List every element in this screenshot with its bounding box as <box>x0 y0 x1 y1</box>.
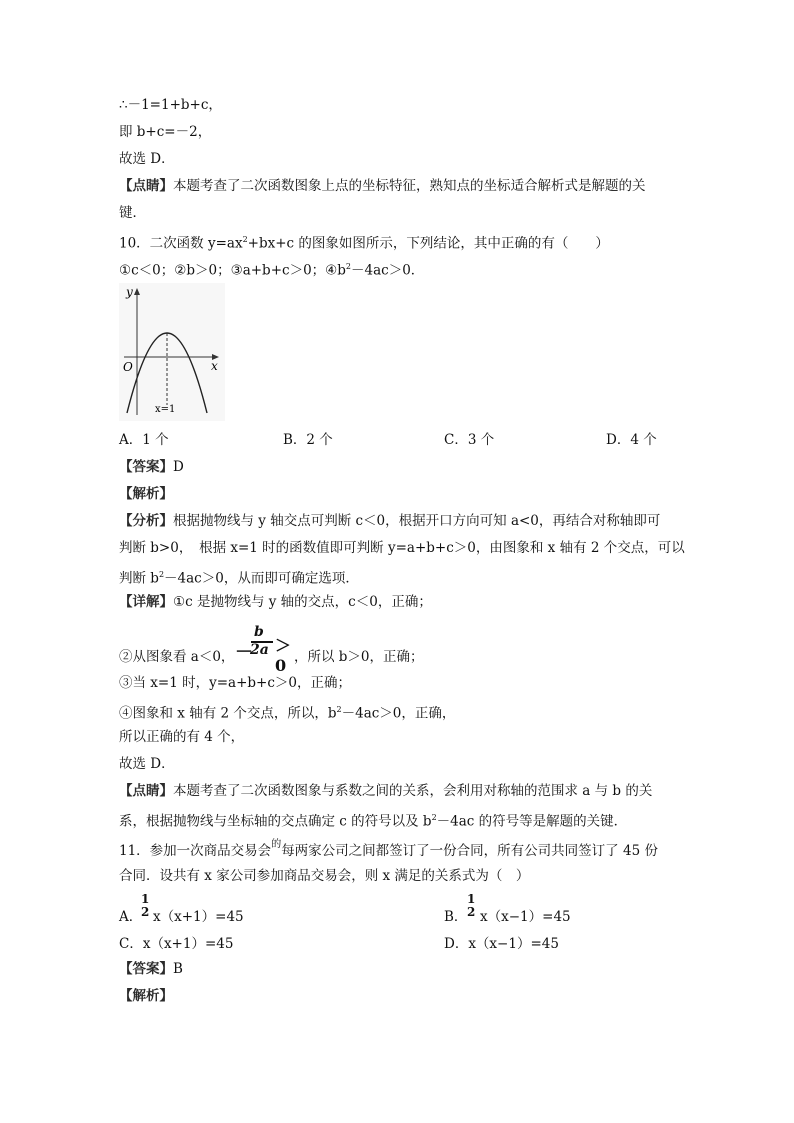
analysis-tag: 【解析】 <box>119 988 173 1004</box>
choice-c[interactable]: C．3 个 <box>444 432 495 448</box>
q11-choice-a[interactable] <box>119 907 142 927</box>
text-line <box>119 176 646 196</box>
text-span: 本题考查了二次函数图象上点的坐标特征，熟知点的坐标适合解析式是解题的关 <box>173 178 646 194</box>
frac-denominator: 2 <box>141 905 150 919</box>
question-10-statements <box>119 257 424 281</box>
text-span: 本题考查了二次函数图象与系数之间的关系，会利用对称轴的范围求 a 与 b 的关 <box>173 783 653 799</box>
text-span: 10．二次函数 y=ax <box>119 235 243 252</box>
text-line: 判断 b>0， 根据 x=1 时的函数值即可判断 y=a+b+c＞0，由图象和 x 轴有 2 个交点，可以 <box>119 540 685 556</box>
text-line <box>119 565 359 589</box>
text-span: A． <box>119 909 143 925</box>
section-tag: 【点睛】 <box>119 178 173 194</box>
superscript: 2 <box>345 262 351 271</box>
origin-label: O <box>123 360 133 374</box>
x-label: x <box>211 359 218 373</box>
text-span: －4ac＞0． <box>351 262 425 279</box>
frac-denominator: 2 <box>467 905 476 919</box>
symmetry-label: x=1 <box>155 404 176 415</box>
fenxi-tag: 【分析】 <box>119 513 173 529</box>
fenxi-line <box>119 511 660 531</box>
answer-tag: 【答案】 <box>119 459 173 475</box>
text-line: 键． <box>119 205 146 221</box>
text-line: ，所以 b＞0，正确； <box>294 649 424 665</box>
dianjing-line <box>119 781 652 801</box>
choice-b[interactable]: B．2 个 <box>283 432 333 448</box>
text-span: +bx+c 的图象如图所示，下列结论，其中正确的有（ ） <box>247 235 609 252</box>
question-11 <box>119 841 658 863</box>
y-label: y <box>126 285 133 299</box>
frac-numerator: 1 <box>467 892 476 906</box>
text-span: 判断 b <box>119 570 159 587</box>
xiangjie-tag: 【详解】 <box>119 594 173 610</box>
choice-d[interactable]: D．4 个 <box>606 432 657 448</box>
parabola-graph <box>119 283 225 421</box>
text-span: B． <box>444 909 468 925</box>
text-span: 每两家公司之间都签订了一份合同，所有公司共同签订了 45 份 <box>281 843 658 859</box>
superscript: 2 <box>242 235 248 244</box>
xiangjie-line <box>119 592 432 612</box>
question-10 <box>119 230 609 254</box>
text-line: ∴－1=1+b+c， <box>119 97 222 113</box>
fraction-half <box>467 893 475 919</box>
text-line: ③当 x=1 时，y=a+b+c＞0，正确； <box>119 675 351 691</box>
text-span: 的 <box>271 839 282 850</box>
text-line: 所以正确的有 4 个， <box>119 729 245 745</box>
text-line: ②从图象看 a＜0， <box>119 649 235 665</box>
q11-choice-a-text: x（x+1）=45 <box>153 909 244 925</box>
frac-numerator: b <box>254 624 264 640</box>
text-span: ④图象和 x 轴有 2 个交点，所以，b <box>119 705 337 722</box>
text-line: 即 b+c=－2， <box>119 124 212 140</box>
text-line: 故选 D． <box>119 151 175 167</box>
frac-denominator: 2a <box>250 642 269 658</box>
q11-choice-c[interactable]: C．x（x+1）=45 <box>119 936 234 952</box>
text-span: －4ac＞0，正确， <box>341 705 456 722</box>
answer-tag: 【答案】 <box>119 961 173 977</box>
text-span: ①c＜0；②b＞0；③a+b+c＞0；④b <box>119 262 346 279</box>
q11-choice-d[interactable]: D．x（x−1）=45 <box>444 936 559 952</box>
text-span: －4ac 的符号等是解题的关键． <box>436 813 628 830</box>
answer-value: B <box>173 961 183 977</box>
frac-minus: － <box>235 642 253 663</box>
dianjing-tag: 【点睛】 <box>119 783 173 799</box>
superscript: 2 <box>431 813 437 822</box>
fraction-half <box>141 893 149 919</box>
text-span: 11．参加一次商品交易会 <box>119 843 272 859</box>
choice-a[interactable]: A．1 个 <box>119 432 169 448</box>
text-span: 系，根据抛物线与坐标轴的交点确定 c 的符号以及 b <box>119 813 432 830</box>
answer-value: D <box>173 459 184 475</box>
text-line <box>119 700 455 724</box>
q11-choice-b-text: x（x−1）=45 <box>480 909 571 925</box>
superscript: 2 <box>158 570 165 579</box>
text-line <box>119 808 627 832</box>
text-span: 根据抛物线与 y 轴交点可判断 c＜0，根据开口方向可知 a<0，再结合对称轴即可 <box>173 513 661 529</box>
text-line: 合同．设共有 x 家公司参加商品交易会，则 x 满足的关系式为（ ） <box>119 868 530 884</box>
answer-line <box>119 457 184 477</box>
text-line: 故选 D． <box>119 756 175 772</box>
q11-choice-b[interactable] <box>444 907 467 927</box>
analysis-tag: 【解析】 <box>119 486 173 502</box>
answer-line <box>119 959 183 979</box>
frac-numerator: 1 <box>141 892 150 906</box>
text-span: ①c 是抛物线与 y 轴的交点，c＜0，正确； <box>173 594 432 610</box>
frac-gt: ＞0 <box>275 636 292 675</box>
text-span: －4ac＞0，从而即可确定选项． <box>164 570 359 587</box>
superscript: 2 <box>336 705 342 714</box>
